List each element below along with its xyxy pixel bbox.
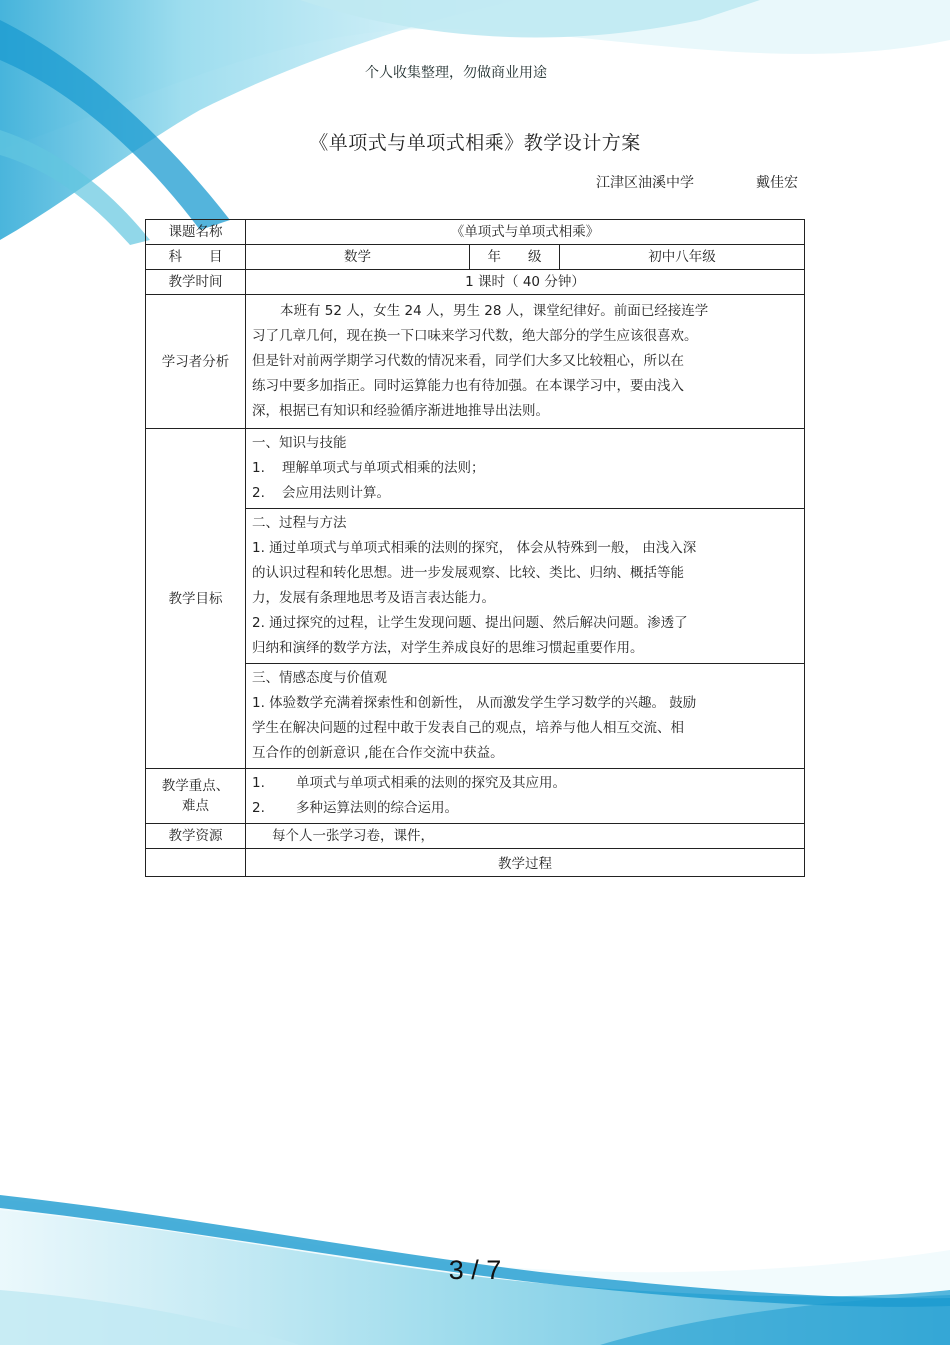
item-number: 1. [252,775,265,791]
list-item [252,456,798,481]
list-item [252,796,798,821]
resources-label: 教学资源 [146,824,246,849]
attitude-line: 互合作的创新意识 ,能在合作交流中获益。 [252,745,504,761]
attitude-line: 1. 体验数学充满着探索性和创新性， 从而激发学生学习数学的兴趣。 鼓励 [252,695,697,711]
item-number: 2. [252,800,265,816]
page-number: 3 / 7 [448,1255,502,1285]
table-row-learner [146,295,805,429]
process-line: 力，发展有条理地思考及语言表达能力。 [252,590,495,606]
grade-label: 年 级 [470,245,560,270]
grade-value: 初中八年级 [560,245,805,270]
attitude-line: 学生在解决问题的过程中敢于发表自己的观点，培养与他人相互交流、相 [252,720,684,736]
learner-analysis [246,295,805,429]
table-row-topic [146,220,805,245]
attitude-heading: 三、情感态度与价值观 [252,670,387,686]
subject-label: 科 目 [146,245,246,270]
item-text: 理解单项式与单项式相乘的法则； [282,460,485,476]
process-heading: 二、过程与方法 [252,515,347,531]
key-points-content [246,769,805,824]
goals-process [246,508,804,663]
learner-line: 但是针对前两学期学习代数的情况来看，同学们大多又比较粗心，所以在 [252,353,684,369]
learner-line: 练习中要多加指正。同时运算能力也有待加强。在本课学习中，要由浅入 [252,378,684,394]
learner-line: 深，根据已有知识和经验循序渐进地推导出法则。 [252,403,549,419]
item-text: 单项式与单项式相乘的法则的探究及其应用。 [296,775,566,791]
key-points-label-line: 教学重点、 [161,778,230,794]
key-points-label-line: 难点 [182,798,209,814]
table-row-key-points [146,769,805,824]
process-header-empty [146,849,246,877]
author-school: 江津区油溪中学 [596,175,694,191]
list-item [252,481,798,506]
table-row-time [146,270,805,295]
goals-knowledge [246,429,804,508]
item-number: 2. [252,485,265,501]
time-value: 1 课时（ 40 分钟） [246,270,805,295]
process-line: 1. 通过单项式与单项式相乘的法则的探究， 体会从特殊到一般， 由浅入深 [252,540,697,556]
table-row-resources [146,824,805,849]
knowledge-heading: 一、知识与技能 [252,435,347,451]
resources-value: 每个人一张学习卷，课件， [246,824,805,849]
process-line: 的认识过程和转化思想。进一步发展观察、比较、类比、归纳、概括等能 [252,565,684,581]
document-title: 《单项式与单项式相乘》教学设计方案 [309,132,641,154]
process-header: 教学过程 [246,849,805,877]
table-row-process-header [146,849,805,877]
list-item [252,771,798,796]
learner-line: 习了几章几何，现在换一下口味来学习代数，绝大部分的学生应该很喜欢。 [252,328,698,344]
subject-value: 数学 [246,245,470,270]
table-row-goals [146,429,805,769]
item-text: 多种运算法则的综合运用。 [296,800,458,816]
process-line: 归纳和演绎的数学方法，对学生养成良好的思维习惯起重要作用。 [252,640,644,656]
key-points-label [146,769,246,824]
topic-value: 《单项式与单项式相乘》 [246,220,805,245]
process-line: 2. 通过探究的过程，让学生发现问题、提出问题、然后解决问题。渗透了 [252,615,688,631]
goals-content [246,429,805,769]
topic-label: 课题名称 [146,220,246,245]
author-name: 戴佳宏 [756,175,798,191]
header-note: 个人收集整理，勿做商业用途 [365,65,547,81]
goals-label: 教学目标 [146,429,246,769]
lesson-plan-table [145,219,805,877]
learner-line: 本班有 52 人，女生 24 人，男生 28 人，课堂纪律好。前面已经接连学 [280,303,709,319]
goals-attitude [246,663,804,768]
time-label: 教学时间 [146,270,246,295]
table-row-subject [146,245,805,270]
item-text: 会应用法则计算。 [282,485,390,501]
learner-label: 学习者分析 [146,295,246,429]
item-number: 1. [252,460,265,476]
